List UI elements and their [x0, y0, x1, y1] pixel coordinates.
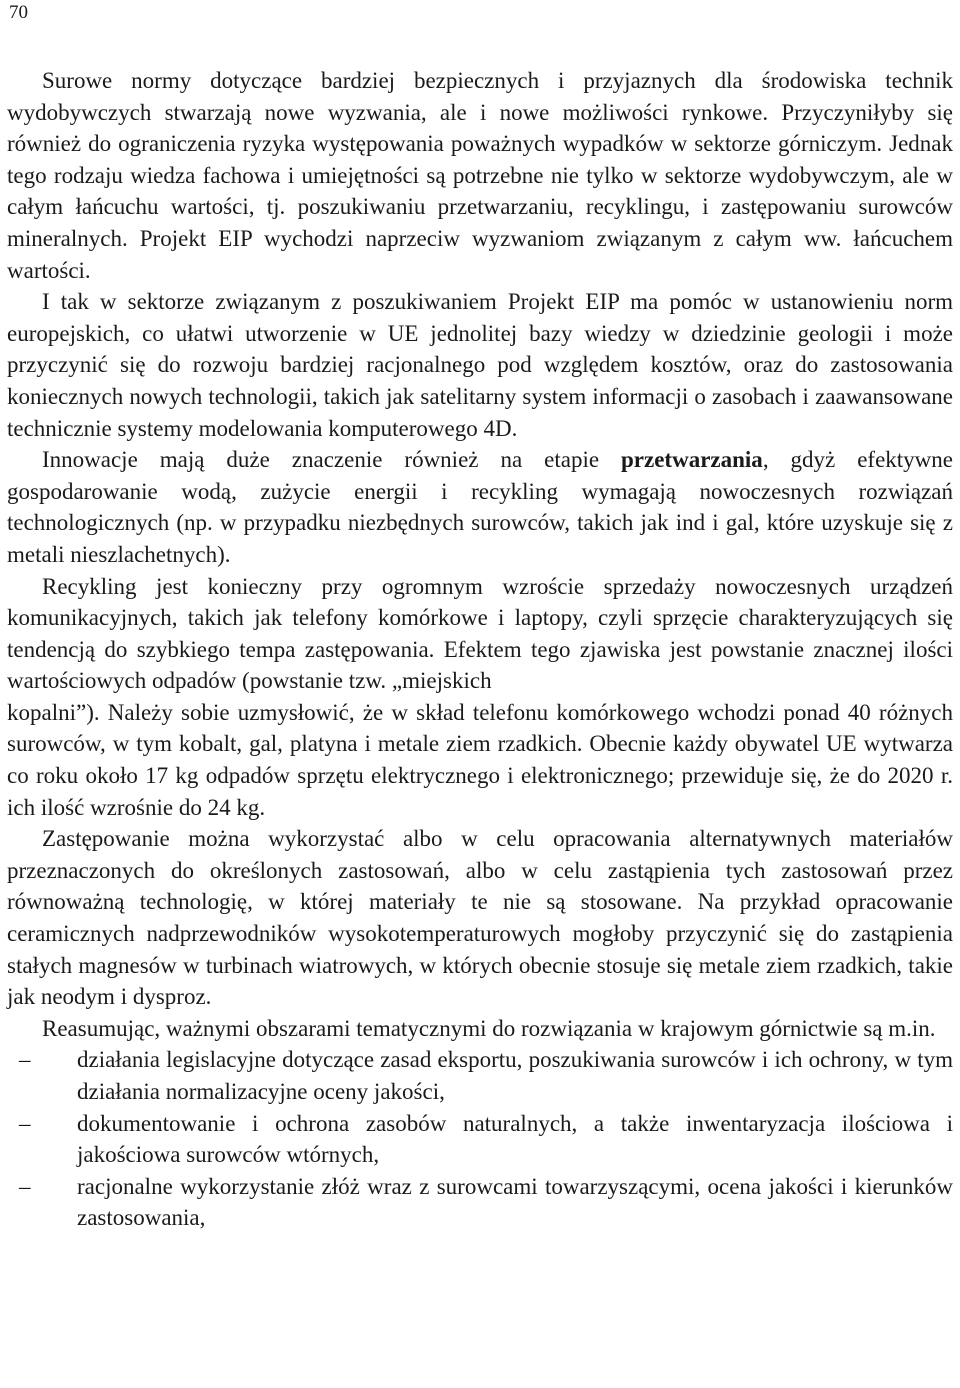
document-body	[7, 65, 953, 1234]
list-item	[7, 1044, 953, 1107]
dash-bullet: –	[19, 1047, 31, 1073]
dash-bullet: –	[19, 1173, 31, 1199]
paragraph-processing	[7, 444, 953, 570]
list-item-text: racjonalne wykorzystanie złóż wraz z surowcami towarzyszącymi, ocena jakości i kierunków zastosowania,	[77, 1173, 953, 1231]
list-item	[7, 1108, 953, 1171]
paragraph-recycling: Recykling jest konieczny przy ogromnym wzroście sprzedaży nowoczesnych urządzeń komunikacyjnych, takich jak telefony komórkowe i laptopy, czyli sprzęcie charakteryzujących się tendencją do szybkiego tempa zastępowania. Efektem tego zjawiska jest powstanie znacznej ilości wartościowych odpadów (powstanie tzw. „miejskich	[7, 573, 953, 694]
dash-bullet: –	[19, 1110, 31, 1136]
page-number: 70	[9, 2, 28, 23]
paragraph-processing-rest: , gdyż efektywne gospodarowanie wodą, zużycie energii i recykling wymagają nowoczesnych rozwiązań technologicznych (np. w przypadku niezbędnych surowców, takich jak ind i gal, które uzyskuje się z metali nieszlachetnych).	[7, 447, 953, 567]
paragraph-recycling-continued: kopalni”). Należy sobie uzmysłowić, że w skład telefonu komórkowego wchodzi ponad 40 różnych surowców, w tym kobalt, gal, platyna i metale ziem rzadkich. Obecnie każdy obywatel UE wytwarza co roku około 17 kg odpadów sprzętu elektrycznego i elektronicznego; przewiduje się, że do 2020 r. ich ilość wzrośnie do 24 kg.	[7, 699, 953, 820]
thematic-areas-list	[7, 1044, 953, 1234]
paragraph-exploration: I tak w sektorze związanym z poszukiwaniem Projekt EIP ma pomóc w ustanowieniu norm europejskich, co ułatwi utworzenie w UE jednolitej bazy wiedzy w dziedzinie geologii i może przyczynić się do rozwoju bardziej racjonalnego pod względem kosztów, oraz do zastosowania koniecznych nowych technologii, takich jak satelitarny system informacji o zasobach i zaawansowane technicznie systemy modelowania komputerowego 4D.	[7, 289, 953, 441]
paragraph-processing-intro: Innowacje mają duże znaczenie również na etapie	[42, 447, 622, 473]
processing-keyword: przetwarzania	[621, 447, 763, 473]
paragraph-substitution: Zastępowanie można wykorzystać albo w celu opracowania alternatywnych materiałów przeznaczonych do określonych zastosowań, albo w celu zastąpienia tych zastosowań przez równoważną technologię, w której materiały te nie są stosowane. Na przykład opracowanie ceramicznych nadprzewodników wysokotemperaturowych mogłoby przyczynić się do zastąpienia stałych magnesów w turbinach wiatrowych, w których obecnie stosuje się metale ziem rzadkich, takie jak neodym i dysproz.	[7, 826, 953, 1010]
list-item-text: działania legislacyjne dotyczące zasad eksportu, poszukiwania surowców i ich ochrony, w tym działania normalizacyjne oceny jakości,	[77, 1047, 953, 1104]
list-item	[7, 1171, 953, 1234]
list-item-text: dokumentowanie i ochrona zasobów naturalnych, a także inwentaryzacja ilościowa i jakościowa surowców wtórnych,	[77, 1110, 953, 1168]
paragraph-mining-standards: Surowe normy dotyczące bardziej bezpiecznych i przyjaznych dla środowiska technik wydobywczych stwarzają nowe wyzwania, ale i nowe możliwości rynkowe. Przyczyniłyby się również do ograniczenia ryzyka występowania poważnych wypadków w sektorze górniczym. Jednak tego rodzaju wiedza fachowa i umiejętności są potrzebne nie tylko w sektorze wydobywczym, ale w całym łańcuchu wartości, tj. poszukiwaniu przetwarzaniu, recyklingu, i zastępowaniu surowców mineralnych. Projekt EIP wychodzi naprzeciw wyzwaniom związanym z całym ww. łańcuchem wartości.	[7, 68, 953, 283]
paragraph-summary: Reasumując, ważnymi obszarami tematycznymi do rozwiązania w krajowym górnictwie są m.in.	[42, 1015, 936, 1041]
